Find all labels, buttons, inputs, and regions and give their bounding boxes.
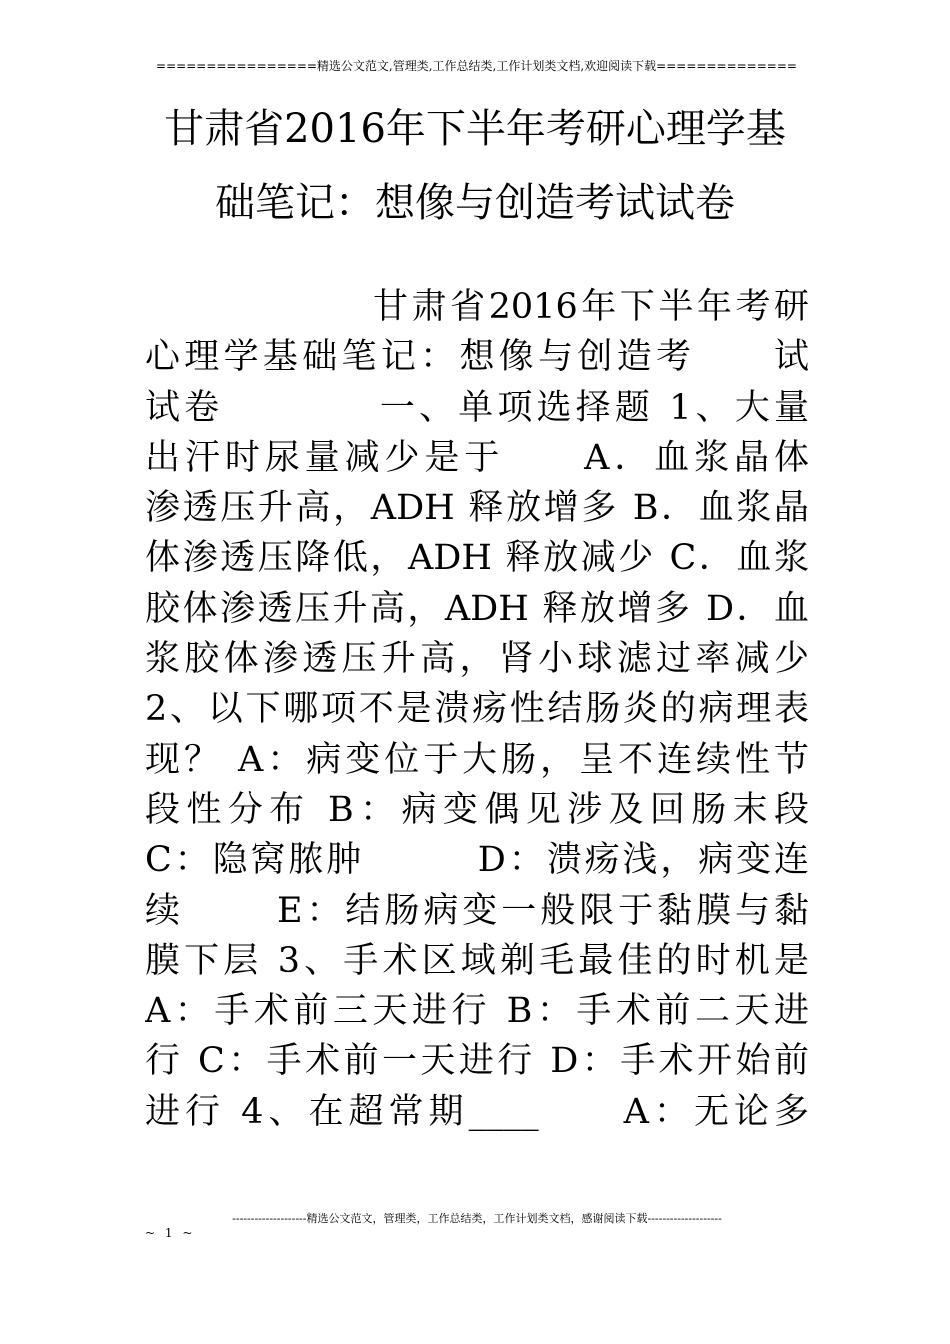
body-line: 2、以下哪项不是溃疡性结肠炎的病理表 [145,689,809,730]
body-line: 进行 4、在超常期____ A：无论多 [145,1091,809,1132]
body-line: 甘肃省2016年下半年考研 [373,287,809,327]
document-body [145,282,809,1137]
body-line: 渗透压升高，ADH 释放增多 B．血浆晶 [145,488,809,529]
title-line-2: 础笔记：想像与创造考试试卷 [215,180,735,226]
body-line: 出汗时尿量减少是于 A．血浆晶体 [145,437,809,478]
page-number: ~ 1 ~ [145,1226,196,1240]
body-line: 胶体渗透压升高，ADH 释放增多 D．血 [145,588,809,629]
body-line: A：手术前三天进行 B：手术前二天进 [145,991,809,1032]
footer-banner: --------------------精选公文范文，管理类，工作总结类，工作计划类文档，感谢阅读下载-------------------- [232,1212,722,1225]
body-line: 膜下层 3、手术区域剃毛最佳的时机是 [145,940,809,981]
body-line: 续 E：结肠病变一般限于黏膜与黏 [145,890,809,931]
body-line: 浆胶体渗透压升高，肾小球滤过率减少 [145,639,809,680]
body-line: 现？ A：病变位于大肠，呈不连续性节 [145,739,809,780]
title-line-1: 甘肃省2016年下半年考研心理学基 [164,106,786,152]
body-line: 心理学基础笔记：想像与创造考 试 [145,337,809,378]
header-banner: ================精选公文范文,管理类,工作总结类,工作计划类文档,欢迎阅读下载============== [156,59,797,73]
document-title [120,92,830,240]
body-line: C：隐窝脓肿 D：溃疡浅，病变连 [145,840,809,881]
body-line: 体渗透压降低，ADH 释放减少 C．血浆 [145,538,809,579]
body-line: 试卷 一、单项选择题 1、大量 [145,387,809,428]
body-line: 行 C：手术前一天进行 D：手术开始前 [145,1041,809,1082]
body-line: 段性分布 B：病变偶见涉及回肠末段 [145,789,809,830]
